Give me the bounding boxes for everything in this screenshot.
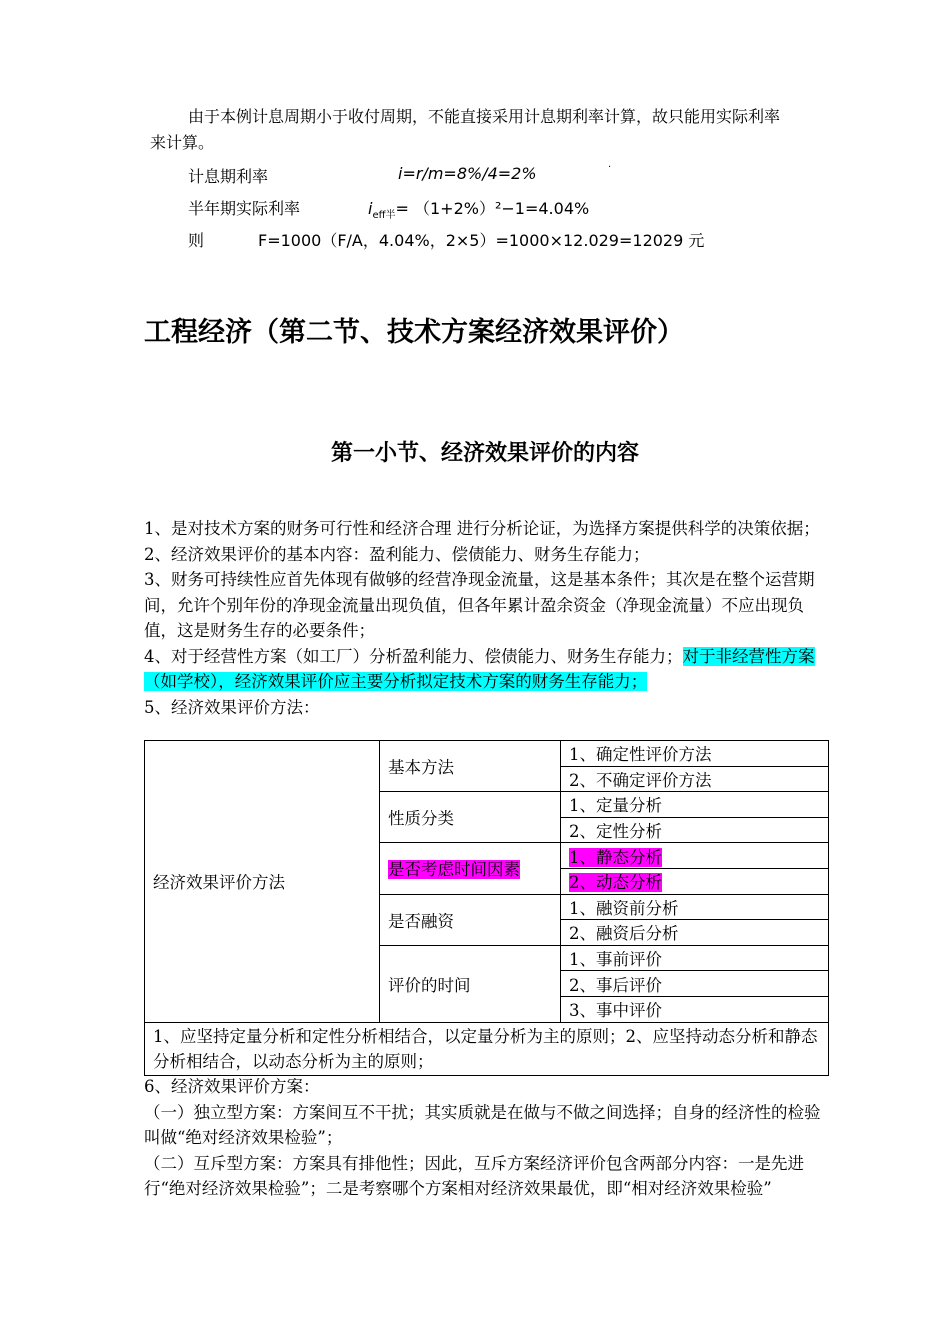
list-item: 5、经济效果评价方法： — [144, 697, 320, 717]
table-main-label: 经济效果评价方法 — [145, 741, 380, 1023]
table-group-label: 基本方法 — [380, 741, 561, 792]
table-group-label: 评价的时间 — [380, 945, 561, 1022]
table-option: 2、事后评价 — [561, 971, 829, 997]
table-option: 1、确定性评价方法 — [561, 741, 829, 767]
table-option: 3、事中评价 — [561, 996, 829, 1022]
table-option: 1、静态分析 — [561, 843, 829, 869]
table-option: 2、动态分析 — [561, 868, 829, 894]
table-option: 2、融资后分析 — [561, 920, 829, 946]
example-intro-line2: 来计算。 — [150, 133, 215, 152]
half-year-rate-formula: $i_{eff半}= (1+2\%)^2-1=4.04\%$ — [368, 199, 590, 222]
period-rate-formula: i=r/m=8%/4=2% — [398, 164, 537, 183]
table-note: 1、应坚持定量分析和定性分析相结合，以定量分析为主的原则；2、应坚持动态分析和静态分析相结合，以动态分析为主的原则； — [145, 1022, 829, 1075]
period-rate-label: 计息期利率 — [188, 167, 269, 186]
table-option: 2、不确定评价方法 — [561, 766, 829, 792]
stray-dot: · — [608, 162, 612, 173]
scheme-items — [144, 1074, 834, 1202]
table-option: 2、定性分析 — [561, 817, 829, 843]
example-intro-line1: 由于本例计息周期小于收付周期，不能直接采用计息期利率计算，故只能用实际利率 — [188, 107, 781, 126]
evaluation-methods-table — [144, 740, 829, 1076]
list-item: 2、经济效果评价的基本内容：盈利能力、偿债能力、财务生存能力； — [144, 544, 650, 564]
half-year-rate-label: 半年期实际利率 — [188, 199, 301, 218]
result-label: 则 — [188, 231, 205, 250]
content-items — [144, 516, 834, 720]
table-group-label: 是否考虑时间因素 — [380, 843, 561, 894]
list-item: 3、财务可持续性应首先体现有做够的经营净现金流量，这是基本条件；其次是在整个运营期间，允许个别年份的净现金流量出现负值，但各年累计盈余资金（净现金流量）不应出现负值，这是财务生存的必要条件； — [144, 570, 815, 640]
table-option: 1、事前评价 — [561, 945, 829, 971]
table-option: 1、融资前分析 — [561, 894, 829, 920]
page-title: 工程经济（第二节、技术方案经济效果评价） — [144, 317, 684, 348]
list-item: 4、对于经营性方案（如工厂）分析盈利能力、偿债能力、财务生存能力；对于非经营性方案（如学校），经济效果评价应主要分析拟定技术方案的财务生存能力； — [144, 646, 815, 691]
list-item: （二）互斥型方案：方案具有排他性；因此，互斥方案经济评价包含两部分内容：一是先进行“绝对经济效果检验”；二是考察哪个方案相对经济效果最优，即“相对经济效果检验” — [144, 1153, 804, 1198]
list-item: （一）独立型方案：方案间互不干扰；其实质就是在做与不做之间选择；自身的经济性的检验叫做“绝对经济效果检验”； — [144, 1102, 821, 1147]
table-option: 1、定量分析 — [561, 792, 829, 818]
table-group-label: 是否融资 — [380, 894, 561, 945]
list-item: 1、是对技术方案的财务可行性和经济合理 进行分析论证，为选择方案提供科学的决策依据； — [144, 519, 820, 538]
highlighted-text: 对于非经营性方案（如学校），经济效果评价应主要分析拟定技术方案的财务生存能力； — [144, 646, 815, 691]
table-group-label: 性质分类 — [380, 792, 561, 843]
list-item: 6、经济效果评价方案： — [144, 1077, 320, 1096]
result-formula: F=1000（F/A，4.04%，2×5）=1000×12.029=12029 元 — [258, 231, 705, 250]
section-subtitle: 第一小节、经济效果评价的内容 — [330, 441, 639, 466]
